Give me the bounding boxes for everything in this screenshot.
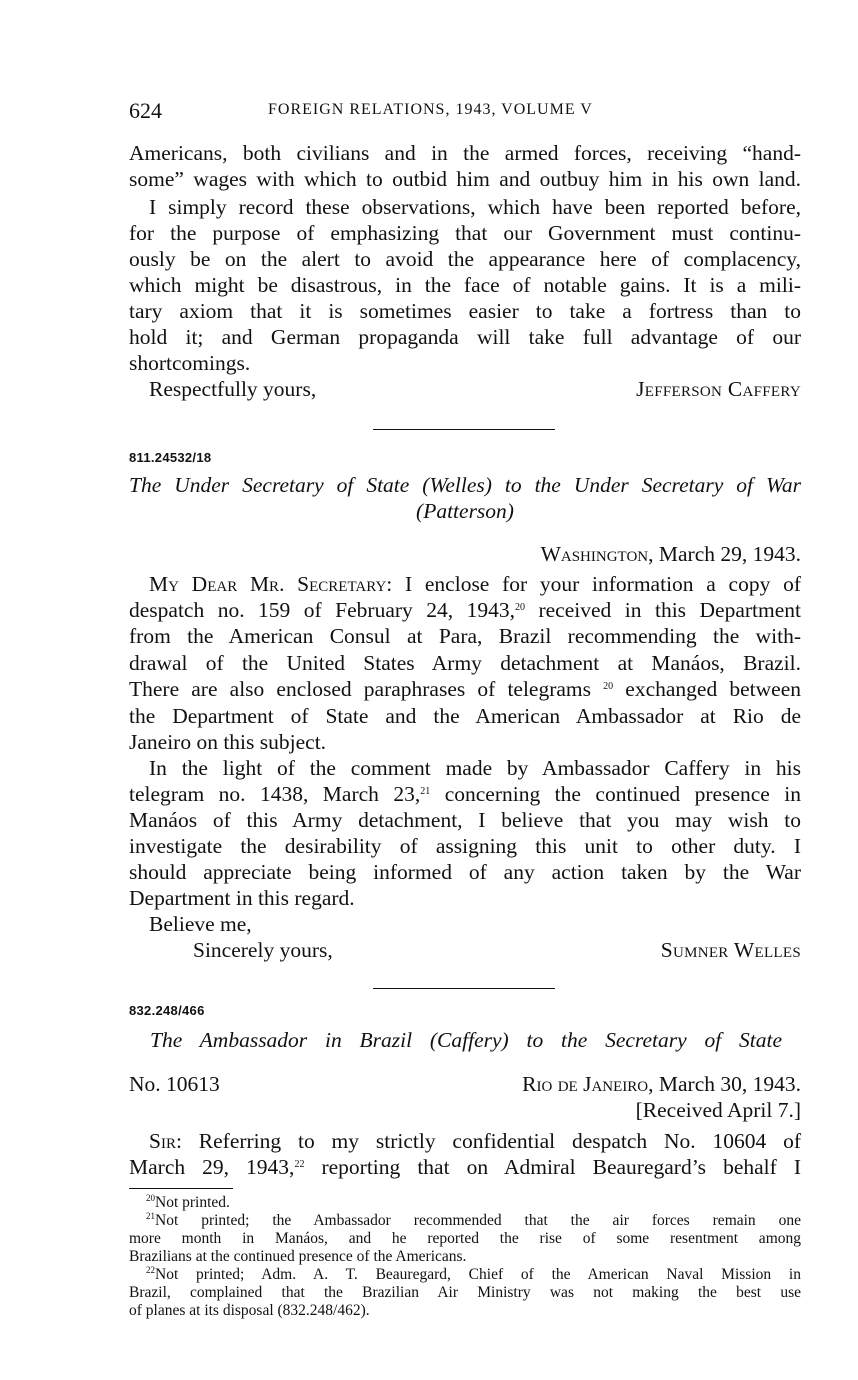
document-title: The Under Secretary of State (Welles) to the Under Secretary of War <box>129 473 801 497</box>
footnote-line: Brazil, complained that the Brazilian Air Ministry was not making the best use <box>129 1284 801 1301</box>
text-span: received in this Department <box>525 598 801 622</box>
text-span: despatch no. 159 of February 24, 1943, <box>129 598 515 622</box>
body-line: Department in this regard. <box>129 886 355 910</box>
body-line: which might be disastrous, in the face of notable gains. It is a mili- <box>129 273 801 297</box>
text-span: concerning the continued presence in <box>430 782 802 806</box>
body-line: Americans, both civilians and in the armed forces, receiving “hand- <box>129 141 801 165</box>
body-line: Manáos of this Army detachment, I believe that you may wish to <box>129 808 801 832</box>
text-span: Not printed. <box>155 1194 230 1211</box>
document-title: (Patterson) <box>416 499 514 523</box>
text-span: : I enclose for your information a copy of <box>386 572 801 596</box>
footnote <box>146 1194 818 1212</box>
body-line <box>129 781 801 807</box>
signature: Sumner Welles <box>660 938 801 962</box>
body-line: hold it; and German propaganda will take full advantage of our <box>129 325 801 349</box>
body-line: from the American Consul at Para, Brazil recommending the with- <box>129 624 801 648</box>
dateline <box>400 1071 801 1097</box>
salutation: My Dear Mr. Secretary <box>149 572 387 596</box>
salutation: Sir <box>149 1129 176 1153</box>
closing: Respectfully yours, <box>149 377 317 401</box>
section-divider <box>373 429 555 430</box>
footnote-ref: 22 <box>294 1159 305 1170</box>
text-span: : Referring to my strictly confidential despatch No. 10604 of <box>175 1129 801 1153</box>
footnote <box>146 1212 801 1230</box>
body-line <box>149 1128 801 1154</box>
received-note: [Received April 7.] <box>635 1098 801 1122</box>
body-line: In the light of the comment made by Ambassador Caffery in his <box>149 756 801 780</box>
body-line: some” wages with which to outbid him and outbuy him in his own land. <box>129 167 801 191</box>
footnote-number: 22 <box>146 1265 155 1275</box>
text-span: exchanged between <box>613 677 801 701</box>
body-line: shortcomings. <box>129 351 251 375</box>
body-line: ously be on the alert to avoid the appearance here of complacency, <box>129 247 801 271</box>
footnote-ref: 20 <box>603 681 614 692</box>
footnote-line: more month in Manáos, and he reported the rise of some resentment among <box>129 1230 801 1247</box>
place: Washington <box>540 542 649 566</box>
signature: Jefferson Caffery <box>636 377 801 401</box>
body-line: should appreciate being informed of any action taken by the War <box>129 860 801 884</box>
text-span: Not printed; the Ambassador recommended that the air forces remain one <box>155 1212 801 1229</box>
closing: Sincerely yours, <box>193 938 333 962</box>
body-line: drawal of the United States Army detachment at Manáos, Brazil. <box>129 651 801 675</box>
text-span: There are also enclosed paraphrases of telegrams <box>129 677 604 701</box>
running-title: FOREIGN RELATIONS, 1943, VOLUME V <box>268 101 593 118</box>
body-line <box>129 1154 801 1180</box>
body-line: Janeiro on this subject. <box>129 730 327 754</box>
body-line: investigate the desirability of assigning this unit to other duty. I <box>129 834 801 858</box>
footnote-ref: 20 <box>515 602 525 613</box>
body-line <box>129 676 801 702</box>
footnote-divider <box>129 1188 233 1189</box>
footnote-ref: 21 <box>420 786 431 797</box>
footnote-number: 20 <box>146 1193 155 1203</box>
body-line: I simply record these observations, which have been reported before, <box>149 195 801 219</box>
body-line: tary axiom that it is sometimes easier to take a fortress than to <box>129 299 801 323</box>
despatch-number: No. 10613 <box>129 1072 220 1096</box>
file-number: 811.24532/18 <box>129 450 212 465</box>
footnote-number: 21 <box>146 1211 155 1221</box>
body-line <box>129 597 801 623</box>
text-span: reporting that on Admiral Beauregard’s behalf I <box>304 1155 801 1179</box>
dateline <box>400 541 801 567</box>
file-number: 832.248/466 <box>129 1003 205 1018</box>
date: , March 30, 1943. <box>648 1072 801 1096</box>
body-line: the Department of State and the American Ambassador at Rio de <box>129 704 801 728</box>
date: , March 29, 1943. <box>648 542 801 566</box>
body-line: for the purpose of emphasizing that our Government must continu- <box>129 221 801 245</box>
footnote-line: Brazilians at the continued presence of the Americans. <box>129 1248 467 1265</box>
footnote <box>146 1266 801 1284</box>
text-span: March 29, 1943, <box>129 1155 295 1179</box>
footnote-line: of planes at its disposal (832.248/462). <box>129 1302 370 1319</box>
body-line <box>149 571 801 597</box>
text-span: Not printed; Adm. A. T. Beauregard, Chief of the American Naval Mission in <box>155 1266 801 1283</box>
document-title: The Ambassador in Brazil (Caffery) to the Secretary of State <box>150 1028 782 1052</box>
closing: Believe me, <box>149 912 252 936</box>
section-divider <box>373 988 555 989</box>
text-span: telegram no. 1438, March 23, <box>129 782 421 806</box>
place: Rio de Janeiro <box>522 1072 649 1096</box>
page-number: 624 <box>129 98 162 123</box>
